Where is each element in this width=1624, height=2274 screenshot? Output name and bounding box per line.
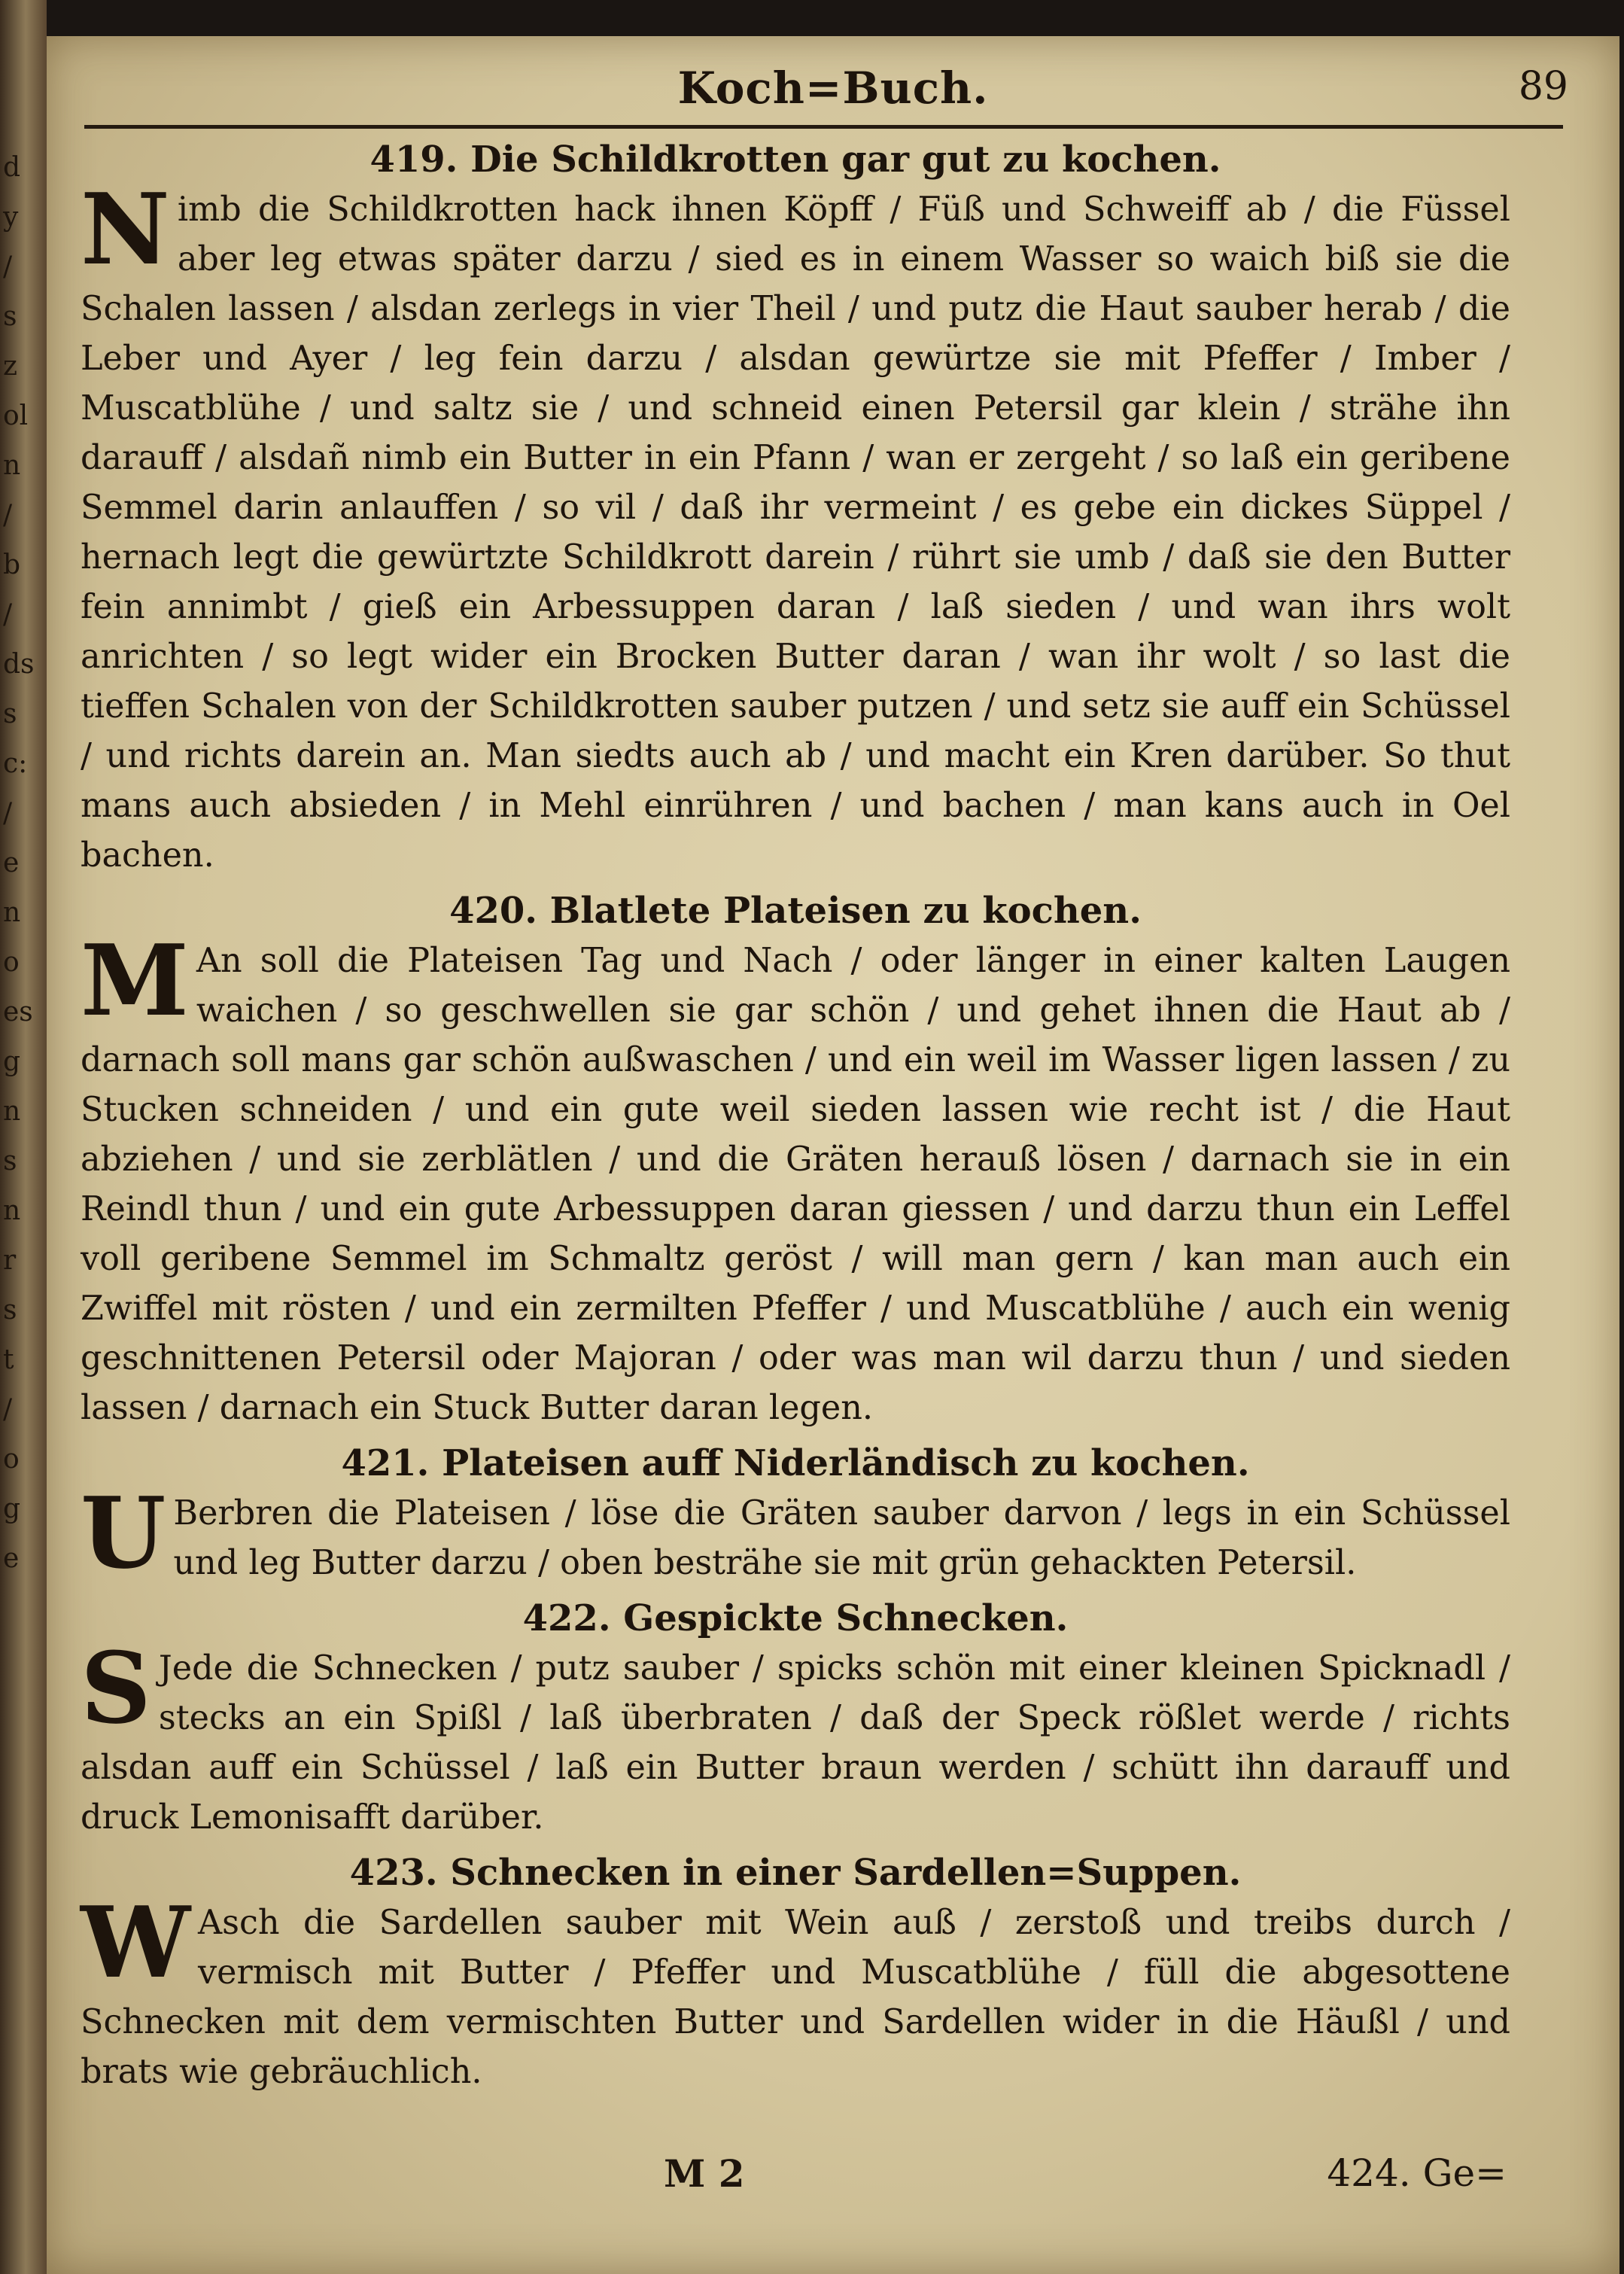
edge-letter: / [3, 500, 13, 531]
book-page [47, 36, 1619, 2274]
edge-letter: b [3, 549, 21, 580]
drop-initial: S [81, 1630, 151, 1746]
edge-letter: ds [3, 649, 35, 680]
recipe-text: An soll die Plateisen Tag und Nach / oder länger in einer kalten Laugen waichen / so geschwellen sie gar schön / und gehet ihnen die Haut ab / darnach soll mans gar schön außwaschen / und ein weil im Wasser ligen lassen / zu Stucken schneiden / und ein gute weil sieden lassen wie recht ist / die Haut abziehen / und sie zerblätlen / und die Gräten herauß lösen / darnach sie in ein Reindl thun / und ein gute Arbessuppen daran giessen / und darzu thun ein Leffel voll geribene Semmel im Schmaltz geröst / will man gern / kan man auch ein Zwiffel mit rösten / und ein zermilten Pfeffer / und Muscatblühe / auch ein wenig geschnittenen Petersil oder Majoran / oder was man wil darzu thun / und sieden lassen / darnach ein Stuck Butter daran legen. [81, 942, 1510, 1427]
edge-letter: e [3, 1543, 20, 1574]
edge-letter: g [3, 1493, 21, 1524]
page-number: 89 [1518, 64, 1568, 109]
catchword: 424. Ge= [1327, 2151, 1507, 2195]
signature-mark: M 2 [664, 2151, 745, 2196]
edge-letter: e [3, 848, 20, 878]
edge-letter: y [3, 202, 19, 233]
drop-initial: W [81, 1885, 190, 2000]
page-header [47, 62, 1619, 123]
drop-initial: M [81, 923, 189, 1038]
adjacent-page-edge [0, 0, 47, 2274]
recipe-body [81, 923, 1510, 1433]
edge-letter: r [3, 1245, 17, 1276]
running-title: Koch=Buch. [677, 62, 989, 114]
edge-letter: z [3, 351, 17, 382]
recipe-text: Berbren die Plateisen / löse die Gräten sauber darvon / legs in ein Schüssel und leg Butter darzu / oben besträhe sie mit grün gehackten Petersil. [173, 1494, 1510, 1582]
edge-letter: d [3, 152, 21, 183]
edge-letter: s [3, 1295, 17, 1326]
recipe-text: imb die Schildkrotten hack ihnen Köpff / Füß und Schweiff ab / die Füssel aber leg etwas später darzu / sied es in einem Wasser so waich biß sie die Schalen lassen / alsdan zerlegs in vier Theil / und putz die Haut sauber herab / die Leber und Ayer / leg fein darzu / alsdan gewürtze sie mit Pfeffer / Imber / Muscatblühe / und saltz sie / und schneid einen Petersil gar klein / strähe ihn darauff / alsdañ nimb ein Butter in ein Pfann / wan er zergeht / so laß ein geribene Semmel darin anlauffen / so vil / daß ihr vermeint / es gebe ein dickes Süppel / hernach legt die gewürtzte Schildkrott darein / rührt sie umb / daß sie den Butter fein annimbt / gieß ein Arbessuppen daran / laß sieden / und wan ihrs wolt anrichten / so legt wider ein Brocken Butter daran / wan ihr wolt / so last die tieffen Schalen von der Schildkrotten sauber putzen / und setz sie auff ein Schüssel / und richts darein an. Man siedts auch ab / und macht ein Kren darüber. So thut mans auch absieden / in Mehl einrühren / und bachen / man kans auch in Oel bachen. [81, 190, 1510, 875]
drop-initial: U [81, 1475, 166, 1591]
recipe-body [81, 172, 1510, 881]
edge-letter: c: [3, 748, 28, 779]
recipe-body [81, 1885, 1510, 2097]
page-footer [47, 2151, 1619, 2204]
edge-letter: n [3, 1195, 21, 1226]
page-content [81, 134, 1510, 2102]
header-rule [84, 125, 1563, 129]
edge-letter: o [3, 947, 20, 978]
recipe-title: 420. Blatlete Plateisen zu kochen. [449, 890, 1142, 932]
edge-letter: es [3, 997, 33, 1027]
edge-letter: / [3, 1394, 13, 1425]
edge-letter: t [3, 1344, 14, 1375]
edge-letter: n [3, 450, 21, 481]
edge-letter: n [3, 1096, 21, 1127]
edge-letter: s [3, 301, 17, 332]
recipe-title: 421. Plateisen auff Niderländisch zu kochen. [341, 1442, 1250, 1484]
recipe-title: 423. Schnecken in einer Sardellen=Suppen. [349, 1852, 1242, 1894]
edge-letter: ol [3, 400, 29, 431]
recipe-text: Jede die Schnecken / putz sauber / spicks schön mit einer kleinen Spicknadl / stecks an ein Spißl / laß überbraten / daß der Speck rößlet werde / richts alsdan auff ein Schüssel / laß ein Butter braun werden / schütt ihn darauff und druck Lemonisafft darüber. [81, 1649, 1510, 1837]
edge-letter: / [3, 251, 13, 282]
edge-letter: g [3, 1046, 21, 1077]
recipe-body [81, 1630, 1510, 1843]
recipe-title: 419. Die Schildkrotten gar gut zu kochen. [370, 139, 1221, 181]
edge-letter: / [3, 798, 13, 829]
adjacent-page-letters [3, 143, 41, 1584]
recipe-text: Asch die Sardellen sauber mit Wein auß / zerstoß und treibs durch / vermisch mit Butter / Pfeffer und Muscatblühe / füll die abgesottene Schnecken mit dem vermischten Butter und Sardellen wider in die Häußl / und brats wie gebräuchlich. [81, 1904, 1510, 2091]
edge-letter: s [3, 1146, 17, 1177]
recipe-title: 422. Gespickte Schnecken. [522, 1597, 1069, 1639]
recipe-body [81, 1475, 1510, 1591]
edge-letter: / [3, 599, 13, 630]
edge-letter: s [3, 699, 17, 729]
drop-initial: N [81, 172, 170, 287]
edge-letter: n [3, 897, 21, 928]
edge-letter: o [3, 1444, 20, 1475]
